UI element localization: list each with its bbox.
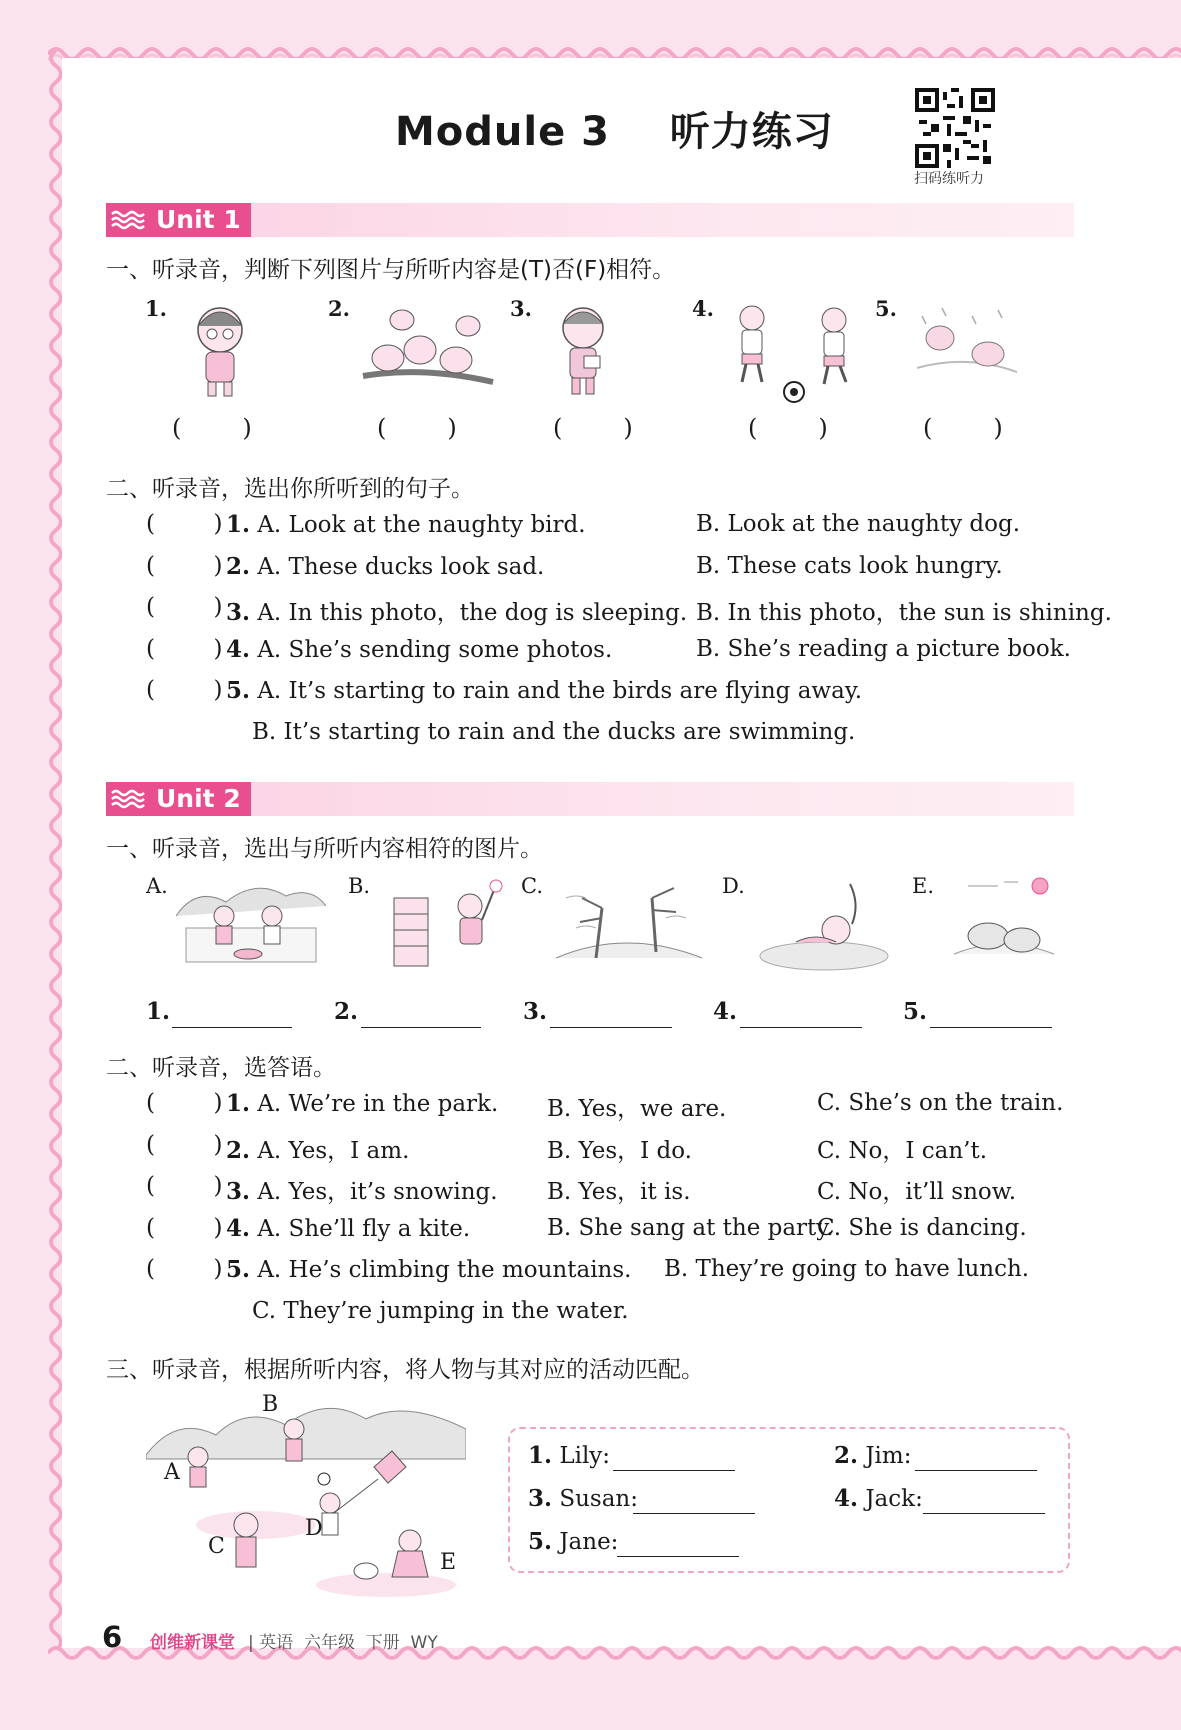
- unit1-section2-title: 二、听录音，选出你所听到的句子。: [106, 476, 474, 502]
- match-row: 4. Jack:: [834, 1485, 923, 1512]
- page-number: 6: [102, 1620, 123, 1654]
- u2-pic-label: A.: [146, 874, 168, 898]
- u2-question-row: [226, 1173, 498, 1206]
- unit2-tag: [106, 782, 251, 816]
- footer-book-info: | 英语 六年级 下册 WY: [248, 1633, 438, 1653]
- unit1-tag: [106, 203, 251, 237]
- question-number: 4.: [226, 1215, 251, 1242]
- match-answer-blank[interactable]: [613, 1470, 735, 1471]
- question-number: 4.: [226, 636, 251, 663]
- u2-answer-blank[interactable]: [172, 1027, 292, 1028]
- option-c: C. She is dancing.: [817, 1215, 1027, 1241]
- option-a: A. We’re in the park.: [250, 1091, 499, 1117]
- park-activities-scene-image: [146, 1395, 466, 1600]
- option-c: C. She’s on the train.: [817, 1090, 1064, 1116]
- ducks-swimming-image: [912, 298, 1017, 393]
- option-b: B. She’s reading a picture book.: [696, 636, 1071, 662]
- u1-pic-number: 1.: [145, 296, 167, 321]
- picnic-scene-image: [176, 876, 326, 972]
- u1-q-paren[interactable]: ( ): [146, 636, 223, 662]
- u2-question-row: [226, 1090, 498, 1117]
- option-a: A. Yes，I am.: [250, 1138, 410, 1164]
- option-b: B. These cats look hungry.: [696, 553, 1003, 579]
- u1-question-row: [226, 636, 612, 663]
- scene-letter-label: A: [164, 1460, 180, 1485]
- option-a: A. Yes，it’s snowing.: [250, 1179, 498, 1205]
- u1-question-row: [226, 677, 862, 704]
- unit1-label: Unit 1: [156, 205, 241, 234]
- option-a: A. These ducks look sad.: [250, 554, 545, 580]
- option-c: C. No，it’ll snow.: [817, 1179, 1017, 1205]
- match-row: 1. Lily:: [528, 1442, 611, 1469]
- u2-question-row: [226, 1132, 409, 1165]
- option-b: B. She sang at the party.: [547, 1215, 834, 1241]
- unit2-section1-title: 一、听录音，选出与所听内容相符的图片。: [106, 836, 543, 862]
- u1-pic-number: 4.: [692, 296, 714, 321]
- birds-on-branch-image: [358, 298, 498, 398]
- qr-code-icon[interactable]: [915, 88, 995, 168]
- waves-icon: [110, 788, 146, 810]
- question-number: 2.: [226, 1137, 251, 1164]
- option-b: B. Yes，we are.: [547, 1096, 727, 1122]
- question-number: 3.: [226, 599, 251, 626]
- u1-q-paren[interactable]: ( ): [146, 553, 223, 579]
- option-a: A. He’s climbing the mountains.: [250, 1257, 632, 1283]
- option-b: B. Yes，it is.: [547, 1179, 691, 1205]
- u2-blank-number: 1.: [146, 998, 171, 1025]
- u1-answer-paren[interactable]: ( ): [377, 414, 457, 442]
- u2-answer-blank[interactable]: [550, 1027, 672, 1028]
- option-a: A. In this photo，the dog is sleeping.: [250, 600, 688, 626]
- u2-q-paren[interactable]: ( ): [146, 1215, 223, 1241]
- unit2-section3-title: 三、听录音，根据所听内容，将人物与其对应的活动匹配。: [106, 1357, 704, 1383]
- u2-q-paren[interactable]: ( ): [146, 1132, 223, 1158]
- u1-q-paren[interactable]: ( ): [146, 594, 223, 620]
- sheep-in-field-image: [948, 874, 1058, 978]
- option-b: B. Yes，I do.: [547, 1138, 692, 1164]
- qr-caption: 扫码练听力: [914, 171, 984, 187]
- u2-pic-label: E.: [912, 874, 935, 898]
- u2-q-paren[interactable]: ( ): [146, 1256, 223, 1282]
- question-number: 1.: [226, 1090, 251, 1117]
- u1-pic-number: 5.: [875, 296, 897, 321]
- match-row: 5. Jane:: [528, 1528, 619, 1555]
- u2-question-row: [226, 1215, 470, 1242]
- unit2-header-bar: [106, 782, 1074, 816]
- unit1-section1-title: 一、听录音，判断下列图片与所听内容是(T)否(F)相符。: [106, 257, 676, 283]
- u2-q-paren[interactable]: ( ): [146, 1090, 223, 1116]
- unit2-label: Unit 2: [156, 784, 241, 813]
- waves-icon: [110, 209, 146, 231]
- option-a: A. She’s sending some photos.: [250, 637, 613, 663]
- u2-pic-label: B.: [348, 874, 371, 898]
- boy-holding-book-image: [548, 298, 618, 398]
- question-number: 1.: [226, 511, 251, 538]
- option-b: B. In this photo，the sun is shining.: [696, 600, 1112, 626]
- u1-question-row: [226, 553, 544, 580]
- u2-question-row: [226, 1256, 631, 1283]
- match-answer-blank[interactable]: [923, 1513, 1045, 1514]
- girl-with-drawers-image: [386, 876, 506, 976]
- u2-q-paren[interactable]: ( ): [146, 1173, 223, 1199]
- match-row: 2. Jim:: [834, 1442, 912, 1469]
- scene-letter-label: E: [440, 1550, 457, 1575]
- match-answer-blank[interactable]: [617, 1556, 739, 1557]
- u1-answer-paren[interactable]: ( ): [923, 414, 1003, 442]
- u1-question-row: [226, 594, 687, 627]
- scene-letter-label: D: [305, 1516, 323, 1541]
- u1-answer-paren[interactable]: ( ): [553, 414, 633, 442]
- question-number: 2.: [226, 553, 251, 580]
- option-a: A. She’ll fly a kite.: [250, 1216, 471, 1242]
- match-row: 3. Susan:: [528, 1485, 638, 1512]
- match-answer-blank[interactable]: [915, 1470, 1037, 1471]
- question-number: 5.: [226, 1256, 251, 1283]
- crying-girl-image: [180, 298, 260, 398]
- u2-answer-blank[interactable]: [930, 1027, 1052, 1028]
- u2-blank-number: 5.: [903, 998, 928, 1025]
- page-title: Module 3 听力练习: [395, 109, 834, 155]
- u2-answer-blank[interactable]: [740, 1027, 862, 1028]
- scene-letter-label: C: [208, 1534, 225, 1559]
- option-c: C. They’re jumping in the water.: [252, 1298, 629, 1324]
- u2-pic-label: C.: [521, 874, 543, 898]
- match-answer-blank[interactable]: [633, 1513, 755, 1514]
- scene-letter-label: B: [262, 1392, 279, 1417]
- option-c: C. No，I can’t.: [817, 1138, 988, 1164]
- question-number: 3.: [226, 1178, 251, 1205]
- u2-pic-label: D.: [722, 874, 745, 898]
- unit1-header-bar: [106, 203, 1074, 237]
- u2-blank-number: 2.: [334, 998, 359, 1025]
- u1-q-paren[interactable]: ( ): [146, 511, 223, 537]
- option-a: A. It’s starting to rain and the birds are flying away.: [250, 678, 863, 704]
- option-a: A. Look at the naughty bird.: [250, 512, 586, 538]
- girl-swimming-image: [756, 876, 892, 976]
- windy-trees-image: [556, 878, 702, 972]
- u1-pic-number: 3.: [510, 296, 532, 321]
- option-b: B. Look at the naughty dog.: [696, 511, 1021, 537]
- u2-answer-blank[interactable]: [361, 1027, 481, 1028]
- question-number: 5.: [226, 677, 251, 704]
- u2-blank-number: 4.: [713, 998, 738, 1025]
- u1-q-paren[interactable]: ( ): [146, 677, 223, 703]
- unit2-section2-title: 二、听录音，选答语。: [106, 1055, 336, 1081]
- option-b: B. They’re going to have lunch.: [664, 1256, 1030, 1282]
- footer-brand: 创维新课堂: [150, 1633, 235, 1653]
- u1-answer-paren[interactable]: ( ): [172, 414, 252, 442]
- u1-question-row: [226, 511, 586, 538]
- u1-pic-number: 2.: [328, 296, 350, 321]
- option-b: B. It’s starting to rain and the ducks are swimming.: [252, 719, 856, 745]
- u1-answer-paren[interactable]: ( ): [748, 414, 828, 442]
- u2-blank-number: 3.: [523, 998, 548, 1025]
- boys-playing-football-image: [728, 300, 863, 405]
